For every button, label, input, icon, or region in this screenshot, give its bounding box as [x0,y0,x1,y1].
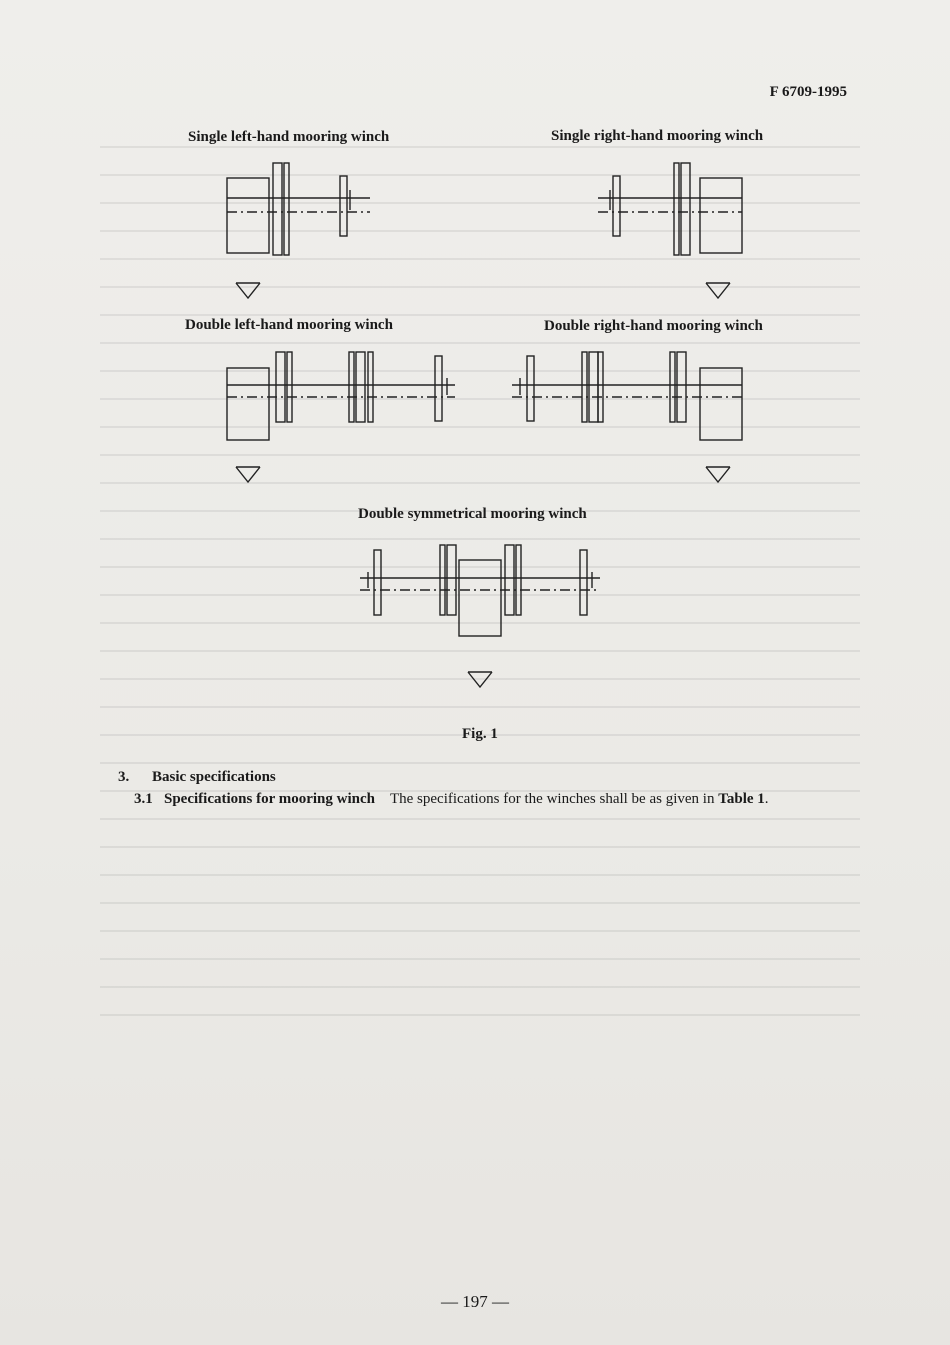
page-number: — 197 — [441,1292,509,1311]
subsection-text-end: . [764,791,769,807]
single-right-winch-drawing [598,163,742,298]
section-title: Basic specifications [152,769,276,785]
figure-caption: Fig. 1 [462,726,498,742]
section-number: 3. [118,769,130,785]
label-double-symmetric: Double symmetrical mooring winch [358,506,587,522]
document-code: F 6709-1995 [769,84,847,100]
label-double-right: Double right-hand mooring winch [544,318,763,334]
subsection-3-1 [134,791,769,808]
label-single-right: Single right-hand mooring winch [551,128,764,144]
subsection-number: 3.1 [134,791,153,807]
subsection-title: Specifications for mooring winch [164,791,375,807]
single-left-winch-drawing [227,163,370,298]
section-heading [118,769,276,786]
double-right-winch-drawing [512,352,742,482]
double-symmetric-winch-drawing [360,545,600,687]
table-reference: Table 1 [718,791,765,807]
label-double-left: Double left-hand mooring winch [185,317,393,333]
label-single-left: Single left-hand mooring winch [188,129,390,145]
double-left-winch-drawing [227,352,455,482]
subsection-text: The specifications for the winches shall be as given in [389,791,715,807]
